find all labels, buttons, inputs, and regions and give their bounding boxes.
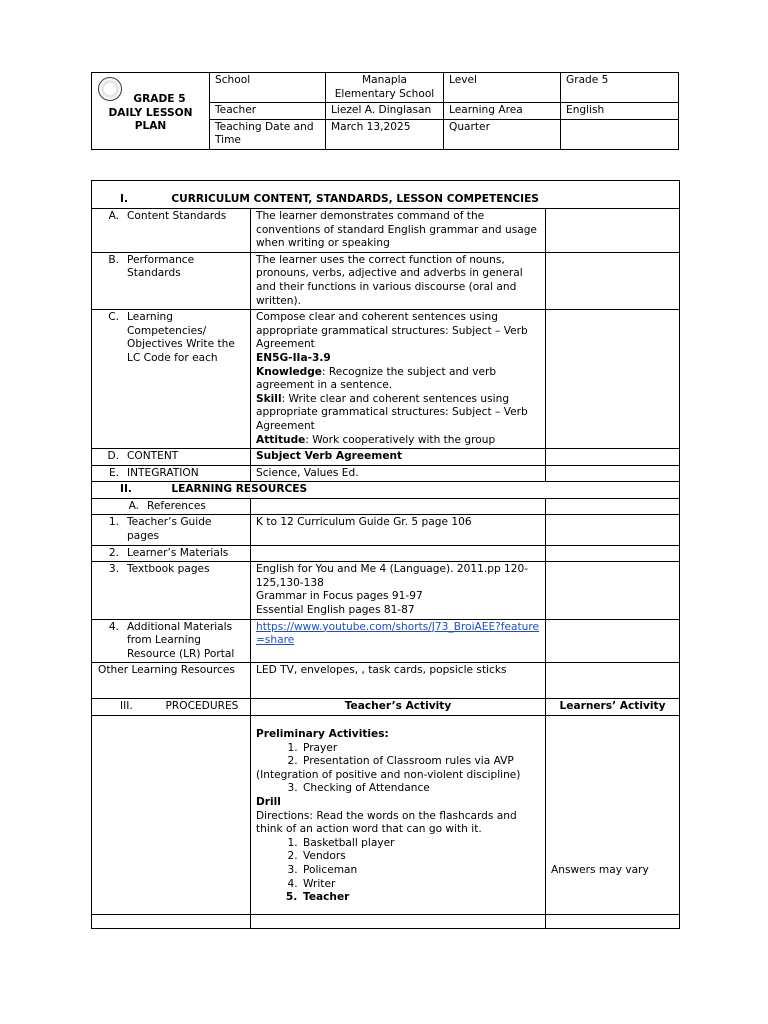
competencies-main: Compose clear and coherent sentences using appropriate grammatical structures: Subject – Verb Agreement	[256, 311, 528, 351]
content-standards-label-text: Content Standards	[127, 210, 227, 222]
knowledge-text: : Recognize the subject and verb agreement in a sentence.	[256, 365, 497, 392]
knowledge-label: Knowledge	[256, 365, 322, 378]
performance-standards-label	[92, 252, 251, 309]
additional-materials-notes	[546, 619, 680, 663]
textbook-pages-label-text: Textbook pages	[127, 563, 210, 576]
learners-materials-text	[251, 545, 546, 562]
content-text: Subject Verb Agreement	[251, 449, 546, 466]
teaching-date-label: Teaching Date and Time	[210, 119, 326, 149]
drill-directions: Directions: Read the words on the flashcards and think of an action word that can go with it.	[256, 809, 517, 836]
plan-title-line1: GRADE 5	[133, 93, 186, 106]
list-item: 4. Writer	[301, 878, 540, 892]
content-label-text: CONTENT	[127, 450, 179, 463]
section3-numeral: III.	[120, 700, 133, 713]
lesson-plan-table	[91, 180, 680, 929]
school-label: School	[210, 73, 326, 103]
procedures-empty-3	[546, 914, 680, 928]
integration-label-text: INTEGRATION	[127, 466, 199, 479]
teachers-guide-notes	[546, 515, 680, 545]
textbook-line2: Grammar in Focus pages 91-97	[256, 590, 423, 603]
content-standards-notes	[546, 209, 680, 253]
teaching-date-value: March 13,2025	[326, 119, 444, 149]
level-value: Grade 5	[561, 73, 679, 103]
section3-title: PROCEDURES	[165, 700, 239, 713]
textbook-pages-text	[251, 562, 546, 619]
teachers-guide-label-text: Teacher’s Guide pages	[127, 516, 212, 543]
list-item: 2. Presentation of Classroom rules via AVP	[301, 755, 540, 769]
learning-area-label: Learning Area	[444, 103, 561, 120]
plan-title-line2: DAILY LESSON	[108, 106, 193, 119]
other-resources-text: LED TV, envelopes, , task cards, popsicle sticks	[251, 663, 546, 699]
plan-title-cell	[92, 73, 210, 150]
lc-code: EN5G-IIa-3.9	[256, 351, 331, 364]
preliminary-list-cont	[256, 782, 540, 796]
competencies-mark: C.	[108, 311, 119, 324]
learning-area-value: English	[561, 103, 679, 120]
learner-activity-header: Learners’ Activity	[546, 699, 680, 716]
list-item: 5. Teacher	[301, 891, 540, 905]
deped-seal-icon	[98, 77, 122, 101]
teacher-activity-header: Teacher’s Activity	[251, 699, 546, 716]
references-mark: A.	[128, 499, 139, 512]
skill-objective	[256, 393, 540, 434]
procedures-header	[92, 699, 251, 716]
procedures-empty-1	[92, 914, 251, 928]
section1-title: CURRICULUM CONTENT, STANDARDS, LESSON COMPETENCIES	[171, 193, 539, 206]
competencies-label	[92, 310, 251, 449]
youtube-link[interactable]: https://www.youtube.com/shorts/J73_BroiAEE?feature=share	[256, 620, 540, 647]
section1-header	[92, 181, 680, 209]
drill-list	[256, 837, 540, 905]
references-notes	[546, 498, 680, 515]
competencies-text	[251, 310, 546, 449]
list-item: 1. Prayer	[301, 742, 540, 756]
section2-numeral: II.	[120, 483, 132, 496]
attitude-label: Attitude	[256, 433, 306, 446]
skill-text: : Write clear and coherent sentences using appropriate grammatical structures: Subject – Verb Agreement	[256, 392, 528, 432]
textbook-line1: English for You and Me 4 (Language). 2011.pp 120-125,130-138	[256, 563, 529, 589]
teacher-activity-cell	[251, 716, 546, 915]
section2-header	[92, 482, 680, 499]
content-standards-text: The learner demonstrates command of the conventions of standard English grammar and usage when writing or speaking	[251, 209, 546, 253]
teachers-guide-label	[92, 515, 251, 545]
competencies-notes	[546, 310, 680, 449]
references-text	[251, 498, 546, 515]
textbook-pages-notes	[546, 562, 680, 619]
learners-materials-label	[92, 545, 251, 562]
integration-note: (Integration of positive and non-violent discipline)	[256, 768, 521, 781]
quarter-value	[561, 119, 679, 149]
textbook-pages-label	[92, 562, 251, 619]
other-resources-notes	[546, 663, 680, 699]
attitude-objective	[256, 434, 540, 448]
preliminary-list	[256, 742, 540, 769]
learners-materials-label-text: Learner’s Materials	[127, 546, 229, 559]
performance-standards-text: The learner uses the correct function of nouns, pronouns, verbs, adjective and adverbs in general and their functions in various discourse (oral and written).	[251, 252, 546, 309]
integration-label	[92, 465, 251, 482]
references-label	[92, 498, 251, 515]
list-item: 2. Vendors	[301, 850, 540, 864]
knowledge-objective	[256, 366, 540, 393]
additional-materials-text	[251, 619, 546, 663]
drill-title: Drill	[256, 795, 281, 808]
teachers-guide-mark: 1.	[108, 516, 119, 529]
list-item: 3. Policeman	[301, 864, 540, 878]
teacher-label: Teacher	[210, 103, 326, 120]
attitude-text: : Work cooperatively with the group	[305, 433, 496, 446]
procedures-step-cell	[92, 716, 251, 915]
additional-materials-mark: 4.	[108, 620, 119, 633]
procedures-empty-2	[251, 914, 546, 928]
learners-materials-notes	[546, 545, 680, 562]
list-item: 1. Basketball player	[301, 837, 540, 851]
school-value: Manapla Elementary School	[326, 73, 444, 103]
integration-text: Science, Values Ed.	[251, 465, 546, 482]
content-mark: D.	[107, 450, 119, 463]
integration-notes	[546, 465, 680, 482]
section1-numeral: I.	[120, 193, 128, 206]
header-table	[91, 72, 679, 150]
performance-standards-label-text: Performance Standards	[127, 253, 195, 280]
skill-label: Skill	[256, 392, 282, 405]
preliminary-title: Preliminary Activities:	[256, 728, 389, 740]
additional-materials-label-text: Additional Materials from Learning Resource (LR) Portal	[127, 620, 235, 660]
level-label: Level	[444, 73, 561, 103]
other-resources-label: Other Learning Resources	[92, 663, 251, 699]
additional-materials-label	[92, 619, 251, 663]
competencies-label-text: Learning Competencies/ Objectives Write the LC Code for each	[127, 311, 235, 364]
list-item: 3. Checking of Attendance	[301, 782, 540, 796]
textbook-line3: Essential English pages 81-87	[256, 604, 415, 617]
references-label-text: References	[147, 499, 206, 512]
section2-title: LEARNING RESOURCES	[171, 483, 308, 496]
content-standards-mark: A.	[108, 210, 119, 222]
learner-activity-cell	[546, 716, 680, 915]
performance-standards-notes	[546, 252, 680, 309]
plan-title-line3: PLAN	[134, 120, 167, 133]
teachers-guide-text: K to 12 Curriculum Guide Gr. 5 page 106	[251, 515, 546, 545]
content-standards-label	[92, 209, 251, 253]
performance-standards-mark: B.	[108, 253, 119, 266]
quarter-label: Quarter	[444, 119, 561, 149]
integration-mark: E.	[108, 466, 119, 479]
content-label	[92, 449, 251, 466]
learner-answer: Answers may vary	[551, 864, 649, 876]
content-notes	[546, 449, 680, 466]
learners-materials-mark: 2.	[108, 546, 119, 559]
teacher-value: Liezel A. Dinglasan	[326, 103, 444, 120]
textbook-pages-mark: 3.	[108, 563, 119, 576]
